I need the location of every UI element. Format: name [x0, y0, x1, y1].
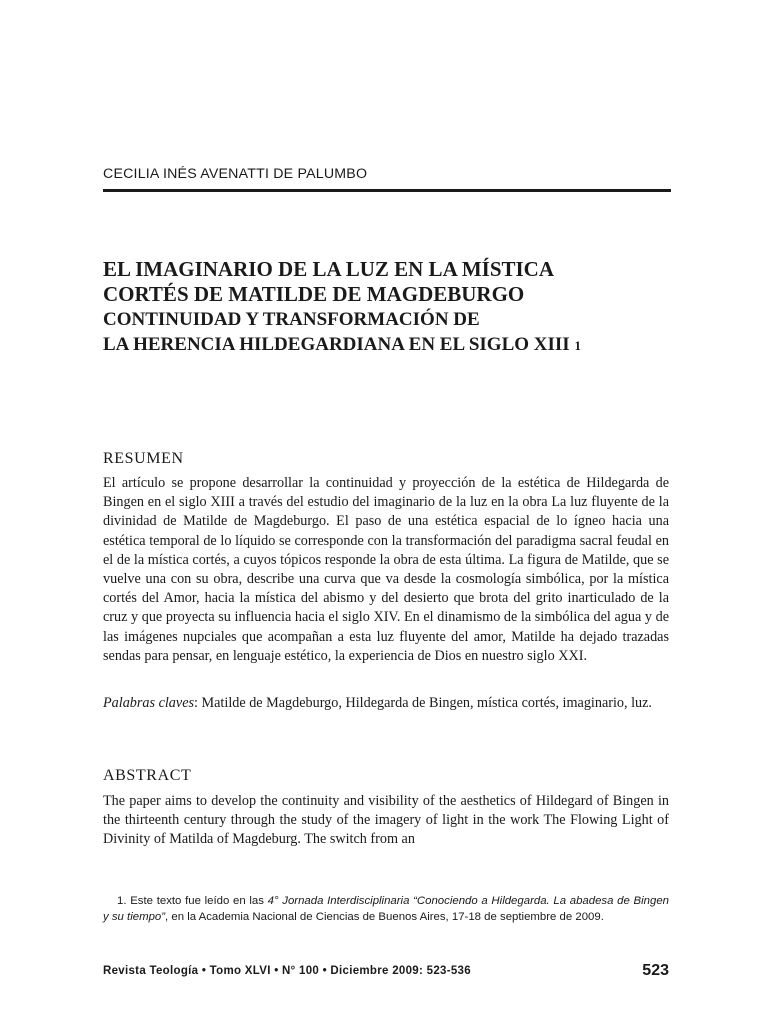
- abstract-heading: ABSTRACT: [103, 767, 192, 784]
- running-footer: Revista Teología • Tomo XLVI • N° 100 • Diciembre 2009: 523-536: [103, 965, 471, 977]
- footnote-prefix: 1. Este texto fue leído en las: [117, 895, 268, 907]
- title-line-4: [103, 332, 683, 358]
- abstract-text: The paper aims to develop the continuity and visibility of the aesthetics of Hildegard of Bingen in the thirteenth century through the study of the imagery of light in the work The Flowing Light of Divinity of Matilda of Magdeburg. The switch from an: [103, 793, 669, 848]
- footnote-event-title: 4° Jornada Interdisciplinaria “Conociendo a Hildegarda. La abadesa de Bingen y su tiempo”: [103, 895, 670, 923]
- title-line-3: CONTINUIDAD Y TRANSFORMACIÓN DE: [103, 309, 480, 330]
- title-line-4-text: LA HERENCIA HILDEGARDIANA EN EL SIGLO XIII: [103, 334, 570, 355]
- keywords-label: Palabras claves: [103, 695, 195, 711]
- resumen-heading: RESUMEN: [103, 450, 184, 467]
- footnote: [103, 893, 669, 925]
- author-name: CECILIA INÉS AVENATTI DE PALUMBO: [103, 166, 368, 182]
- footnote-suffix: , en la Academia Nacional de Ciencias de Buenos Aires, 17-18 de septiembre de 2009.: [165, 911, 604, 923]
- article-title: [103, 257, 683, 358]
- author-divider: [103, 189, 671, 192]
- title-line-1: EL IMAGINARIO DE LA LUZ EN LA MÍSTICA: [103, 257, 555, 281]
- resumen-text: El artículo se propone desarrollar la continuidad y proyección de la estética de Hildegarda de Bingen en el siglo XIII a través del estudio del imaginario de la luz en la obra La luz fluyente de la divinidad de Matilde de Magdeburgo. El paso de una estética espacial de lo ígneo hacia una estética temporal de lo líquido se corresponde con la transformación del paradigma sacral feudal en el de la mística cortés, a cuyos tópicos responde la obra de esta última. La figura de Matilde, que se vuelve una con su obra, describe una curva que va desde la cosmología simbólica, por la mística cortés del Amor, hacia la mística del abismo y del desierto que brota del grito inarticulado de la cruz y que proyecta su influencia hacia el siglo XIV. En el dinamismo de la simbólica del agua y de las imágenes nupciales que acompañan a esta luz fluyente del amor, Matilde ha dejado trazadas sendas para pensar, en lenguaje estético, la experiencia de Dios en nuestro siglo XXI.: [103, 475, 669, 664]
- title-line-2: CORTÉS DE MATILDE DE MAGDEBURGO: [103, 282, 525, 306]
- keywords-paragraph: [103, 694, 669, 713]
- title-footnote-ref: 1: [574, 338, 581, 353]
- page-number: 523: [642, 962, 669, 979]
- keywords-list: : Matilde de Magdeburgo, Hildegarda de Bingen, mística cortés, imaginario, luz.: [194, 695, 652, 711]
